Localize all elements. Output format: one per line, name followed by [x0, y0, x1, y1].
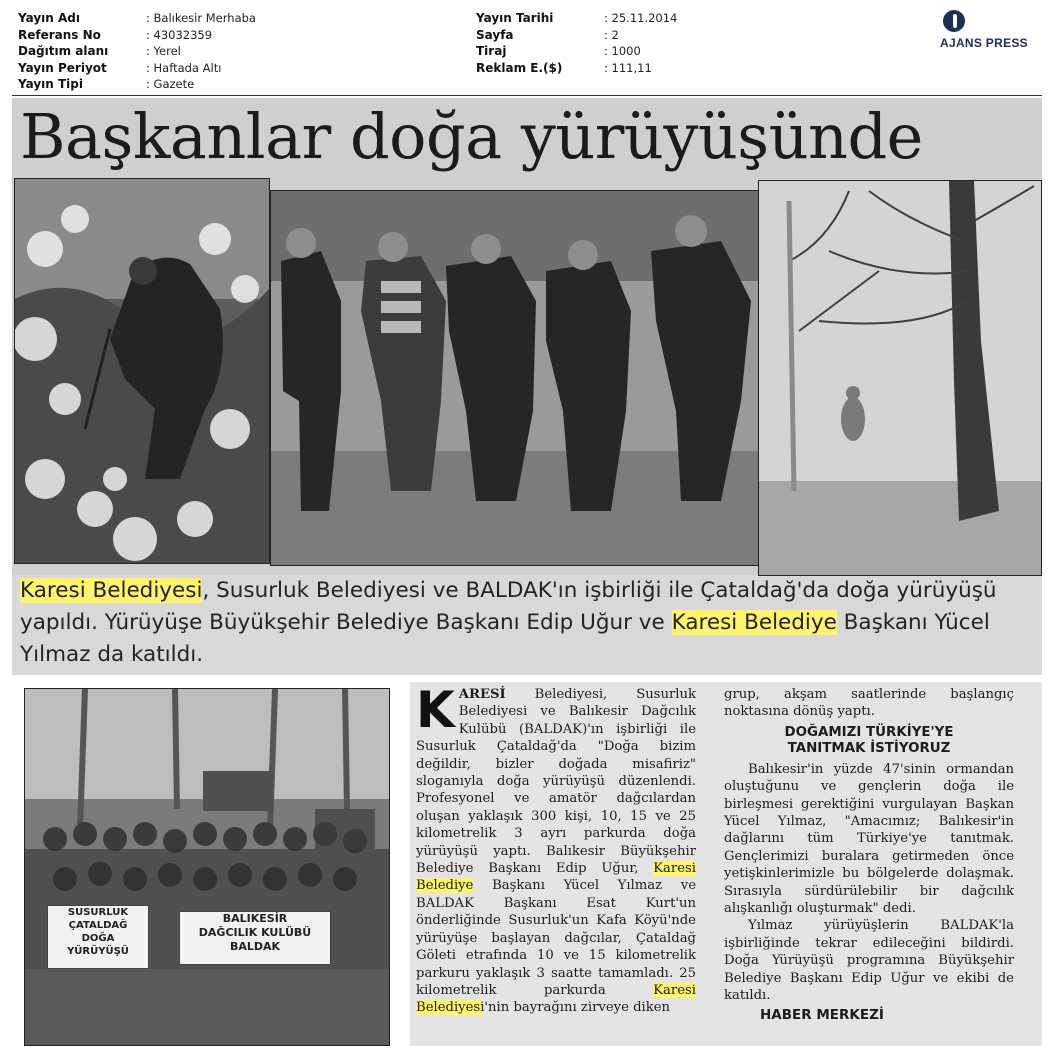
logo-text: AJANS PRESS: [940, 36, 1028, 50]
meta-label: Yayın Periyot: [18, 60, 107, 75]
highlight-karesi-belediyesi: Karesi Belediyesi: [416, 982, 696, 1016]
meta-row: [476, 60, 677, 77]
article-text: 'nin bayrağını zirveye diken: [484, 1000, 671, 1016]
meta-row: [18, 27, 256, 44]
meta-value: : Gazete: [146, 77, 195, 91]
highlight-karesi-belediyesi: Karesi Belediyesi: [20, 578, 203, 603]
article-opening-word: ARESİ: [458, 687, 506, 702]
header-divider: [12, 95, 1042, 96]
banner-baldak: [179, 911, 331, 965]
meta-row: [18, 10, 256, 27]
meta-value: : 43032359: [146, 27, 213, 42]
banner-line: BALIKESİR: [222, 912, 288, 925]
drop-cap: K: [416, 681, 455, 739]
photo-group-image: [25, 689, 389, 1045]
lead-text-end: Başkanı Yücel Yılmaz da katıldı.: [20, 610, 990, 667]
meta-row: [476, 27, 677, 44]
meta-label: Yayın Tarihi: [476, 11, 554, 25]
article-text: Başkanı Yücel Yılmaz ve BALDAK Başkanı Esat Kurt'un önderliğinde Susurluk'un Kafa Köyü'nde yürüyüşe başlayan dağcılar, Çataldağ Göleti etrafında 10 ve 15 kilometrelik parkuru yaklaşık 3 saatte tamamladı. 25 kilometrelik parkurda: [416, 878, 696, 998]
logo-mark-icon: [943, 10, 965, 32]
photo-officials-walking: [270, 190, 760, 566]
meta-value: : 25.11.2014: [604, 11, 678, 25]
banner-line: DAĞCILIK KULÜBÜ: [198, 926, 312, 939]
meta-row: [476, 10, 677, 27]
meta-row: [18, 76, 256, 93]
subheading-line: DOĞAMIZI TÜRKİYE'YE: [784, 724, 954, 740]
banner-susurluk: [47, 905, 149, 969]
article-headline: Başkanlar doğa yürüyüşünde: [20, 100, 923, 173]
article-column-2: [724, 686, 1014, 1024]
highlight-karesi-belediye: Karesi Belediye: [416, 861, 696, 894]
lead-text: , Susurluk Belediyesi ve BALDAK'ın işbirliği ile Çataldağ'da doğa yürüyüşü yapıldı. Yürüyüşe Büyükşehir Belediye Başkanı Edip Uğur ve: [20, 578, 997, 635]
photo-climber-image: [15, 179, 269, 563]
article-paragraph: Balıkesir'in yüzde 47'sinin ormandan oluştuğunu ve gençlerin doğa ile birleşmesi gerektiğini vurgulayan Başkan Yücel Yılmaz, "Amacımız; Balıkesir'in dağlarını tüm Türkiye'ye tanıtmak. Gençlerimizi buralara getirmeden önce yetişkinlerimizle bu bölgelerde dolaşmak. Sırasıyla sürdürülebilir bir dağcılık alışkanlığı oluşturmak" dedi.: [724, 761, 1014, 917]
banner-line: ÇATALDAĞ: [68, 920, 128, 931]
banner-line: YÜRÜYÜŞÜ: [67, 946, 129, 957]
photo-group: [24, 688, 390, 1046]
article-paragraph: Yılmaz yürüyüşlerin BALDAK'la işbirliğinde tekrar edileceğini bildirdi. Doğa Yürüyüşü programına Büyükşehir Belediye Başkanı Edip Uğur ve ekibi de katıldı.: [724, 918, 1014, 1004]
photo-forest-image: [759, 181, 1041, 575]
article-text: Belediyesi, Susurluk Belediyesi ve Balıkesir Dağcılık Kulübü (BALDAK)'ın işbirliği ile Susurluk Çataldağ'da "Doğa bizim değildir, bizler doğada misafiriz" sloganıyla doğa yürüyüşü düzenlendi. Profesyonel ve amatör dağcılardan oluşan yaklaşık 300 kişi, 10, 15 ve 25 kilometrelik 3 ayrı parkurda doğa yürüyüşü yaptı. Balıkesir Büyükşehir Belediye Başkanı Edip Uğur,: [416, 687, 696, 877]
banner-line: BALDAK: [229, 940, 281, 953]
article-subheading: [724, 725, 1014, 757]
article-lead: [20, 575, 1035, 671]
meta-label: Sayfa: [476, 27, 514, 42]
meta-row: [18, 60, 256, 77]
meta-row: [476, 43, 677, 60]
article-paragraph: grup, akşam saatlerinde başlangıç noktasına dönüş yaptı.: [724, 687, 1014, 720]
meta-value: : Yerel: [146, 44, 181, 58]
ajans-press-logo: [940, 10, 1040, 52]
article-column-1: [416, 681, 696, 1017]
meta-row: [18, 43, 256, 60]
publication-info-right: [476, 10, 677, 76]
photo-walk-image: [271, 191, 759, 565]
publication-info-left: [18, 10, 256, 93]
banner-line: DOĞA: [81, 933, 115, 944]
meta-label: Reklam E.($): [476, 60, 563, 75]
meta-label: Dağıtım alanı: [18, 44, 109, 58]
meta-value: : 111,11: [604, 60, 652, 75]
meta-label: Tiraj: [476, 44, 507, 58]
meta-value: : 1000: [604, 44, 641, 58]
article-paragraph: [416, 681, 696, 1017]
banner-line: SUSURLUK: [67, 907, 129, 918]
photo-foggy-forest: [758, 180, 1042, 576]
meta-value: : Balıkesir Merhaba: [146, 11, 256, 25]
meta-label: Referans No: [18, 27, 101, 42]
meta-label: Yayın Adı: [18, 11, 80, 25]
subheading-line: TANITMAK İSTİYORUZ: [787, 740, 951, 756]
photo-climber-snow: [14, 178, 270, 564]
meta-value: : Haftada Altı: [146, 60, 222, 75]
meta-label: Yayın Tipi: [18, 77, 83, 91]
highlight-karesi-belediye: Karesi Belediye: [671, 610, 837, 635]
meta-value: : 2: [604, 27, 619, 42]
article-byline: HABER MERKEZİ: [760, 1006, 884, 1023]
